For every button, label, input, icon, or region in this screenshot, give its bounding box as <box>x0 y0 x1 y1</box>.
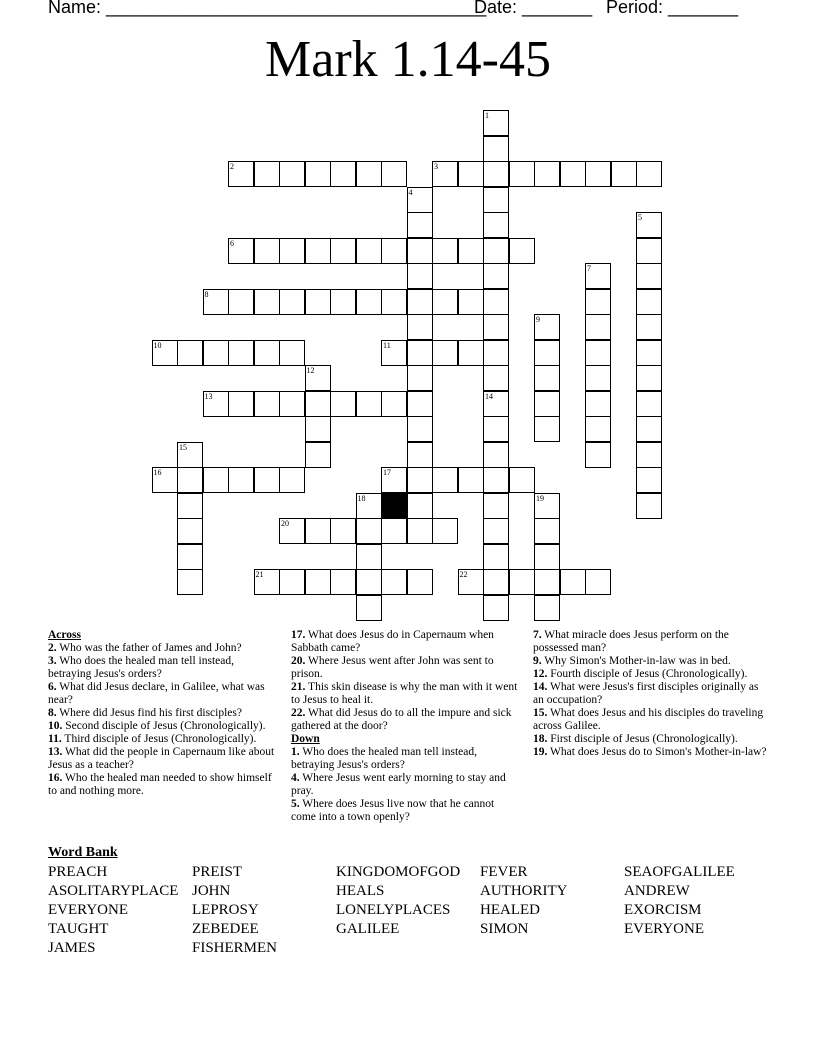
crossword-cell[interactable] <box>254 467 280 493</box>
crossword-cell[interactable] <box>407 391 433 417</box>
crossword-cell[interactable] <box>305 289 331 315</box>
crossword-cell[interactable] <box>636 238 662 264</box>
clue-down-14: 14. What were Jesus's first disciples originally as an occupation? <box>533 681 759 706</box>
clue-number: 3 <box>434 162 438 171</box>
clue-across-8: 8. Where did Jesus find his first disciples? <box>48 707 242 719</box>
crossword-cell[interactable] <box>330 238 356 264</box>
crossword-cell[interactable] <box>636 365 662 391</box>
word-bank-item: SIMON <box>480 921 529 937</box>
crossword-cell[interactable] <box>279 340 305 366</box>
crossword-cell[interactable] <box>356 544 382 570</box>
crossword-cell[interactable] <box>381 340 407 366</box>
crossword-cell[interactable] <box>458 340 484 366</box>
period-field-label: Period: _______ <box>606 0 739 17</box>
crossword-cell[interactable] <box>254 289 280 315</box>
word-bank-item: EVERYONE <box>48 902 128 918</box>
crossword-cell[interactable] <box>330 569 356 595</box>
crossword-cell[interactable] <box>305 569 331 595</box>
clue-number: 5 <box>638 213 642 222</box>
word-bank-item: LONELYPLACES <box>336 902 451 918</box>
crossword-cell[interactable] <box>585 340 611 366</box>
clue-across-21: 21. This skin disease is why the man with it went to Jesus to heal it. <box>291 681 518 706</box>
clue-down-19: 19. What does Jesus do to Simon's Mother-in-law? <box>533 746 767 758</box>
word-bank-item: ANDREW <box>624 883 690 899</box>
crossword-cell[interactable] <box>432 467 458 493</box>
clue-number: 9 <box>536 315 540 324</box>
crossword-cell[interactable] <box>381 238 407 264</box>
name-field-label: Name: ______________________________________ <box>48 0 487 17</box>
clue-number: 16 <box>153 468 162 477</box>
crossword-cell[interactable] <box>483 212 509 238</box>
crossword-cell[interactable] <box>483 136 509 162</box>
crossword-cell[interactable] <box>305 365 331 391</box>
clue-number: 19 <box>536 493 544 503</box>
crossword-cell[interactable] <box>356 161 382 187</box>
crossword-cell[interactable] <box>534 416 560 442</box>
page-title: Mark 1.14-45 <box>265 31 551 88</box>
crossword-cell[interactable] <box>228 340 254 366</box>
crossword-cell[interactable] <box>177 340 203 366</box>
crossword-cell[interactable] <box>177 518 203 544</box>
crossword-cell[interactable] <box>636 314 662 340</box>
crossword-cell[interactable] <box>228 467 254 493</box>
crossword-cell[interactable] <box>228 391 254 417</box>
crossword-cell[interactable] <box>636 340 662 366</box>
crossword-cell[interactable] <box>585 263 611 289</box>
clue-number: 21 <box>255 570 264 579</box>
clue-down-9: 9. Why Simon's Mother-in-law was in bed. <box>533 655 731 667</box>
clue-down-12: 12. Fourth disciple of Jesus (Chronologically). <box>533 668 748 680</box>
crossword-cell[interactable] <box>381 289 407 315</box>
crossword-cell[interactable] <box>407 493 433 519</box>
crossword-cell[interactable] <box>330 289 356 315</box>
crossword-cell[interactable] <box>534 391 560 417</box>
crossword-cell[interactable] <box>483 289 509 315</box>
crossword-cell[interactable] <box>305 238 331 264</box>
word-bank-item: KINGDOMOFGOD <box>336 864 461 880</box>
clue-number: 15 <box>179 442 187 452</box>
crossword-cell[interactable] <box>203 391 229 417</box>
crossword-cell[interactable] <box>381 569 407 595</box>
crossword-cell[interactable] <box>407 289 433 315</box>
clue-number: 7 <box>587 264 591 273</box>
crossword-cell[interactable] <box>254 569 280 595</box>
clue-down-15: 15. What does Jesus and his disciples do traveling across Galilee. <box>533 707 764 732</box>
crossword-cell[interactable] <box>279 569 305 595</box>
down-heading: Down <box>291 733 320 745</box>
word-bank-item: ASOLITARYPLACE <box>48 883 179 899</box>
crossword-cell[interactable] <box>585 314 611 340</box>
crossword-cell[interactable] <box>407 518 433 544</box>
clue-number: 14 <box>485 391 493 401</box>
crossword-cell[interactable] <box>483 493 509 519</box>
crossword-cell[interactable] <box>509 238 535 264</box>
clue-number: 20 <box>281 519 289 528</box>
crossword-cell[interactable] <box>509 467 535 493</box>
crossword-cell[interactable] <box>483 365 509 391</box>
crossword-cell[interactable] <box>254 340 280 366</box>
clue-across-22: 22. What did Jesus do to all the impure and sick gathered at the door? <box>291 707 512 732</box>
clue-number: 18 <box>357 493 366 503</box>
crossword-cell[interactable] <box>560 569 586 595</box>
crossword-cell[interactable] <box>458 238 484 264</box>
crossword-cell[interactable] <box>585 365 611 391</box>
crossword-cell[interactable] <box>356 569 382 595</box>
crossword-cell[interactable] <box>611 161 637 187</box>
clue-down-7: 7. What miracle does Jesus perform on the possessed man? <box>533 629 729 654</box>
crossword-cell[interactable] <box>432 289 458 315</box>
word-bank-item: SEAOFGALILEE <box>624 864 735 880</box>
clue-number: 10 <box>153 340 162 350</box>
crossword-cell[interactable] <box>432 340 458 366</box>
word-bank-item: AUTHORITY <box>480 883 568 899</box>
crossword-cell[interactable] <box>330 518 356 544</box>
crossword-cell[interactable] <box>585 442 611 468</box>
crossword-cell[interactable] <box>203 289 229 315</box>
crossword-cell[interactable] <box>228 238 254 264</box>
crossword-cell[interactable] <box>381 161 407 187</box>
crossword-cell[interactable] <box>636 289 662 315</box>
crossword-cell[interactable] <box>254 391 280 417</box>
clue-number: 1 <box>485 111 489 120</box>
clue-down-1: 1. Who does the healed man tell instead, betraying Jesus's orders? <box>291 746 477 771</box>
crossword-cell[interactable] <box>432 161 458 187</box>
crossword-cell[interactable] <box>407 238 433 264</box>
crossword-cell[interactable] <box>483 416 509 442</box>
crossword-cell[interactable] <box>305 416 331 442</box>
crossword-cell[interactable] <box>407 263 433 289</box>
crossword-cell[interactable] <box>356 289 382 315</box>
crossword-cell[interactable] <box>585 161 611 187</box>
crossword-cell[interactable] <box>483 161 509 187</box>
crossword-cell[interactable] <box>203 340 229 366</box>
crossword-cell[interactable] <box>534 569 560 595</box>
crossword-cell[interactable] <box>534 493 560 519</box>
crossword-cell[interactable] <box>254 161 280 187</box>
clue-across-2: 2. Who was the father of James and John? <box>48 642 242 654</box>
crossword-cell[interactable] <box>279 518 305 544</box>
clue-number: 4 <box>408 187 413 197</box>
clue-across-17: 17. What does Jesus do in Capernaum when Sabbath came? <box>291 629 494 654</box>
clue-number: 13 <box>204 391 213 401</box>
crossword-cell[interactable] <box>585 416 611 442</box>
clue-across-16: 16. Who the healed man needed to show himself to and nothing more. <box>48 772 272 797</box>
crossword-cell[interactable] <box>305 442 331 468</box>
crossword-cell[interactable] <box>356 238 382 264</box>
crossword-cell[interactable] <box>330 391 356 417</box>
crossword-cell[interactable] <box>407 416 433 442</box>
clue-column-1 <box>48 629 278 798</box>
crossword-cell[interactable] <box>458 289 484 315</box>
word-bank-item: FEVER <box>480 864 528 880</box>
crossword-cell[interactable] <box>432 518 458 544</box>
crossword-cell[interactable] <box>152 467 178 493</box>
word-bank-item: GALILEE <box>336 921 400 937</box>
crossword-cell[interactable] <box>636 263 662 289</box>
crossword-cell[interactable] <box>636 493 662 519</box>
crossword-cell[interactable] <box>356 391 382 417</box>
crossword-cell[interactable] <box>356 493 382 519</box>
crossword-cell[interactable] <box>254 238 280 264</box>
word-bank-item: JAMES <box>48 940 96 956</box>
crossword-cell[interactable] <box>228 161 254 187</box>
crossword-cell[interactable] <box>458 467 484 493</box>
crossword-cell[interactable] <box>177 544 203 570</box>
clue-number: 17 <box>383 468 391 477</box>
crossword-cell[interactable] <box>279 161 305 187</box>
crossword-cell[interactable] <box>483 187 509 213</box>
crossword-cell[interactable] <box>483 238 509 264</box>
word-bank-item: HEALS <box>336 883 385 899</box>
crossword-cell[interactable] <box>228 289 254 315</box>
word-bank-item: EXORCISM <box>624 902 702 918</box>
clue-number: 22 <box>459 570 468 579</box>
crossword-cell[interactable] <box>407 340 433 366</box>
crossword-cell[interactable] <box>534 340 560 366</box>
crossword-cell[interactable] <box>407 467 433 493</box>
crossword-cell[interactable] <box>432 238 458 264</box>
crossword-cell[interactable] <box>534 314 560 340</box>
crossword-cell[interactable] <box>279 391 305 417</box>
word-bank-title: Word Bank <box>48 845 118 860</box>
crossword-cell[interactable] <box>407 212 433 238</box>
crossword-cell[interactable] <box>585 569 611 595</box>
crossword-cell[interactable] <box>381 518 407 544</box>
crossword-cell[interactable] <box>483 263 509 289</box>
word-bank-item: LEPROSY <box>192 902 259 918</box>
crossword-cell[interactable] <box>483 518 509 544</box>
clue-column-2 <box>291 629 521 824</box>
crossword-cell[interactable] <box>305 518 331 544</box>
clue-down-5: 5. Where does Jesus live now that he cannot come into a town openly? <box>291 798 495 823</box>
crossword-cell[interactable] <box>585 391 611 417</box>
word-bank-item: TAUGHT <box>48 921 109 937</box>
clue-number: 8 <box>204 289 209 299</box>
clue-number: 12 <box>306 366 315 375</box>
crossword-cell[interactable] <box>636 391 662 417</box>
clue-number: 6 <box>230 238 234 248</box>
crossword-cell[interactable] <box>483 110 509 136</box>
crossword-cell[interactable] <box>356 595 382 621</box>
crossword-cell[interactable] <box>534 595 560 621</box>
clue-number: 11 <box>383 340 391 350</box>
clue-across-3: 3. Who does the healed man tell instead, betraying Jesus's orders? <box>48 655 234 680</box>
crossword-cell[interactable] <box>177 493 203 519</box>
crossword-cell[interactable] <box>458 569 484 595</box>
crossword-cell[interactable] <box>177 442 203 468</box>
crossword-cell[interactable] <box>305 161 331 187</box>
clue-down-4: 4. Where Jesus went early morning to stay and pray. <box>291 772 506 797</box>
crossword-cell[interactable] <box>636 442 662 468</box>
crossword-cell[interactable] <box>483 569 509 595</box>
crossword-cell[interactable] <box>636 212 662 238</box>
clue-number: 2 <box>230 162 234 171</box>
crossword-block <box>381 493 407 519</box>
word-bank-item: EVERYONE <box>624 921 704 937</box>
crossword-cell[interactable] <box>279 289 305 315</box>
clue-column-3 <box>533 629 768 759</box>
clue-across-10: 10. Second disciple of Jesus (Chronologically). <box>48 720 266 732</box>
crossword-cell[interactable] <box>483 340 509 366</box>
crossword-cell[interactable] <box>483 442 509 468</box>
crossword-cell[interactable] <box>483 467 509 493</box>
clue-down-18: 18. First disciple of Jesus (Chronologically). <box>533 733 738 745</box>
crossword-cell[interactable] <box>381 467 407 493</box>
crossword-cell[interactable] <box>458 161 484 187</box>
crossword-cell[interactable] <box>636 467 662 493</box>
crossword-cell[interactable] <box>483 314 509 340</box>
across-heading: Across <box>48 629 82 641</box>
crossword-cell[interactable] <box>279 467 305 493</box>
crossword-cell[interactable] <box>560 161 586 187</box>
crossword-cell[interactable] <box>407 187 433 213</box>
crossword-cell[interactable] <box>177 467 203 493</box>
crossword-cell[interactable] <box>509 569 535 595</box>
crossword-cell[interactable] <box>483 391 509 417</box>
crossword-cell[interactable] <box>483 595 509 621</box>
crossword-cell[interactable] <box>534 518 560 544</box>
word-bank-item: FISHERMEN <box>192 940 278 956</box>
crossword-cell[interactable] <box>381 391 407 417</box>
crossword-cell[interactable] <box>407 442 433 468</box>
crossword-cell[interactable] <box>483 544 509 570</box>
crossword-cell[interactable] <box>203 467 229 493</box>
clue-across-13: 13. What did the people in Capernaum like about Jesus as a teacher? <box>48 746 275 771</box>
crossword-cell[interactable] <box>279 238 305 264</box>
crossword-cell[interactable] <box>152 340 178 366</box>
crossword-cell[interactable] <box>177 569 203 595</box>
crossword-cell[interactable] <box>407 314 433 340</box>
word-bank-item: PREACH <box>48 864 108 880</box>
crossword-cell[interactable] <box>534 365 560 391</box>
clue-across-11: 11. Third disciple of Jesus (Chronologically). <box>48 733 257 745</box>
crossword-cell[interactable] <box>509 161 535 187</box>
word-bank-item: HEALED <box>480 902 540 918</box>
word-bank-item: PREIST <box>192 864 243 880</box>
word-bank-item: JOHN <box>192 883 231 899</box>
crossword-cell[interactable] <box>356 518 382 544</box>
crossword-cell[interactable] <box>636 416 662 442</box>
clue-across-20: 20. Where Jesus went after John was sent to prison. <box>291 655 494 680</box>
crossword-cell[interactable] <box>305 391 331 417</box>
crossword-cell[interactable] <box>330 161 356 187</box>
date-field-label: Date: _______ <box>474 0 593 17</box>
crossword-cell[interactable] <box>534 161 560 187</box>
crossword-cell[interactable] <box>636 161 662 187</box>
crossword-cell[interactable] <box>407 365 433 391</box>
crossword-cell[interactable] <box>534 544 560 570</box>
crossword-cell[interactable] <box>407 569 433 595</box>
crossword-cell[interactable] <box>585 289 611 315</box>
word-bank-item: ZEBEDEE <box>192 921 259 937</box>
clue-across-6: 6. What did Jesus declare, in Galilee, what was near? <box>48 681 265 706</box>
